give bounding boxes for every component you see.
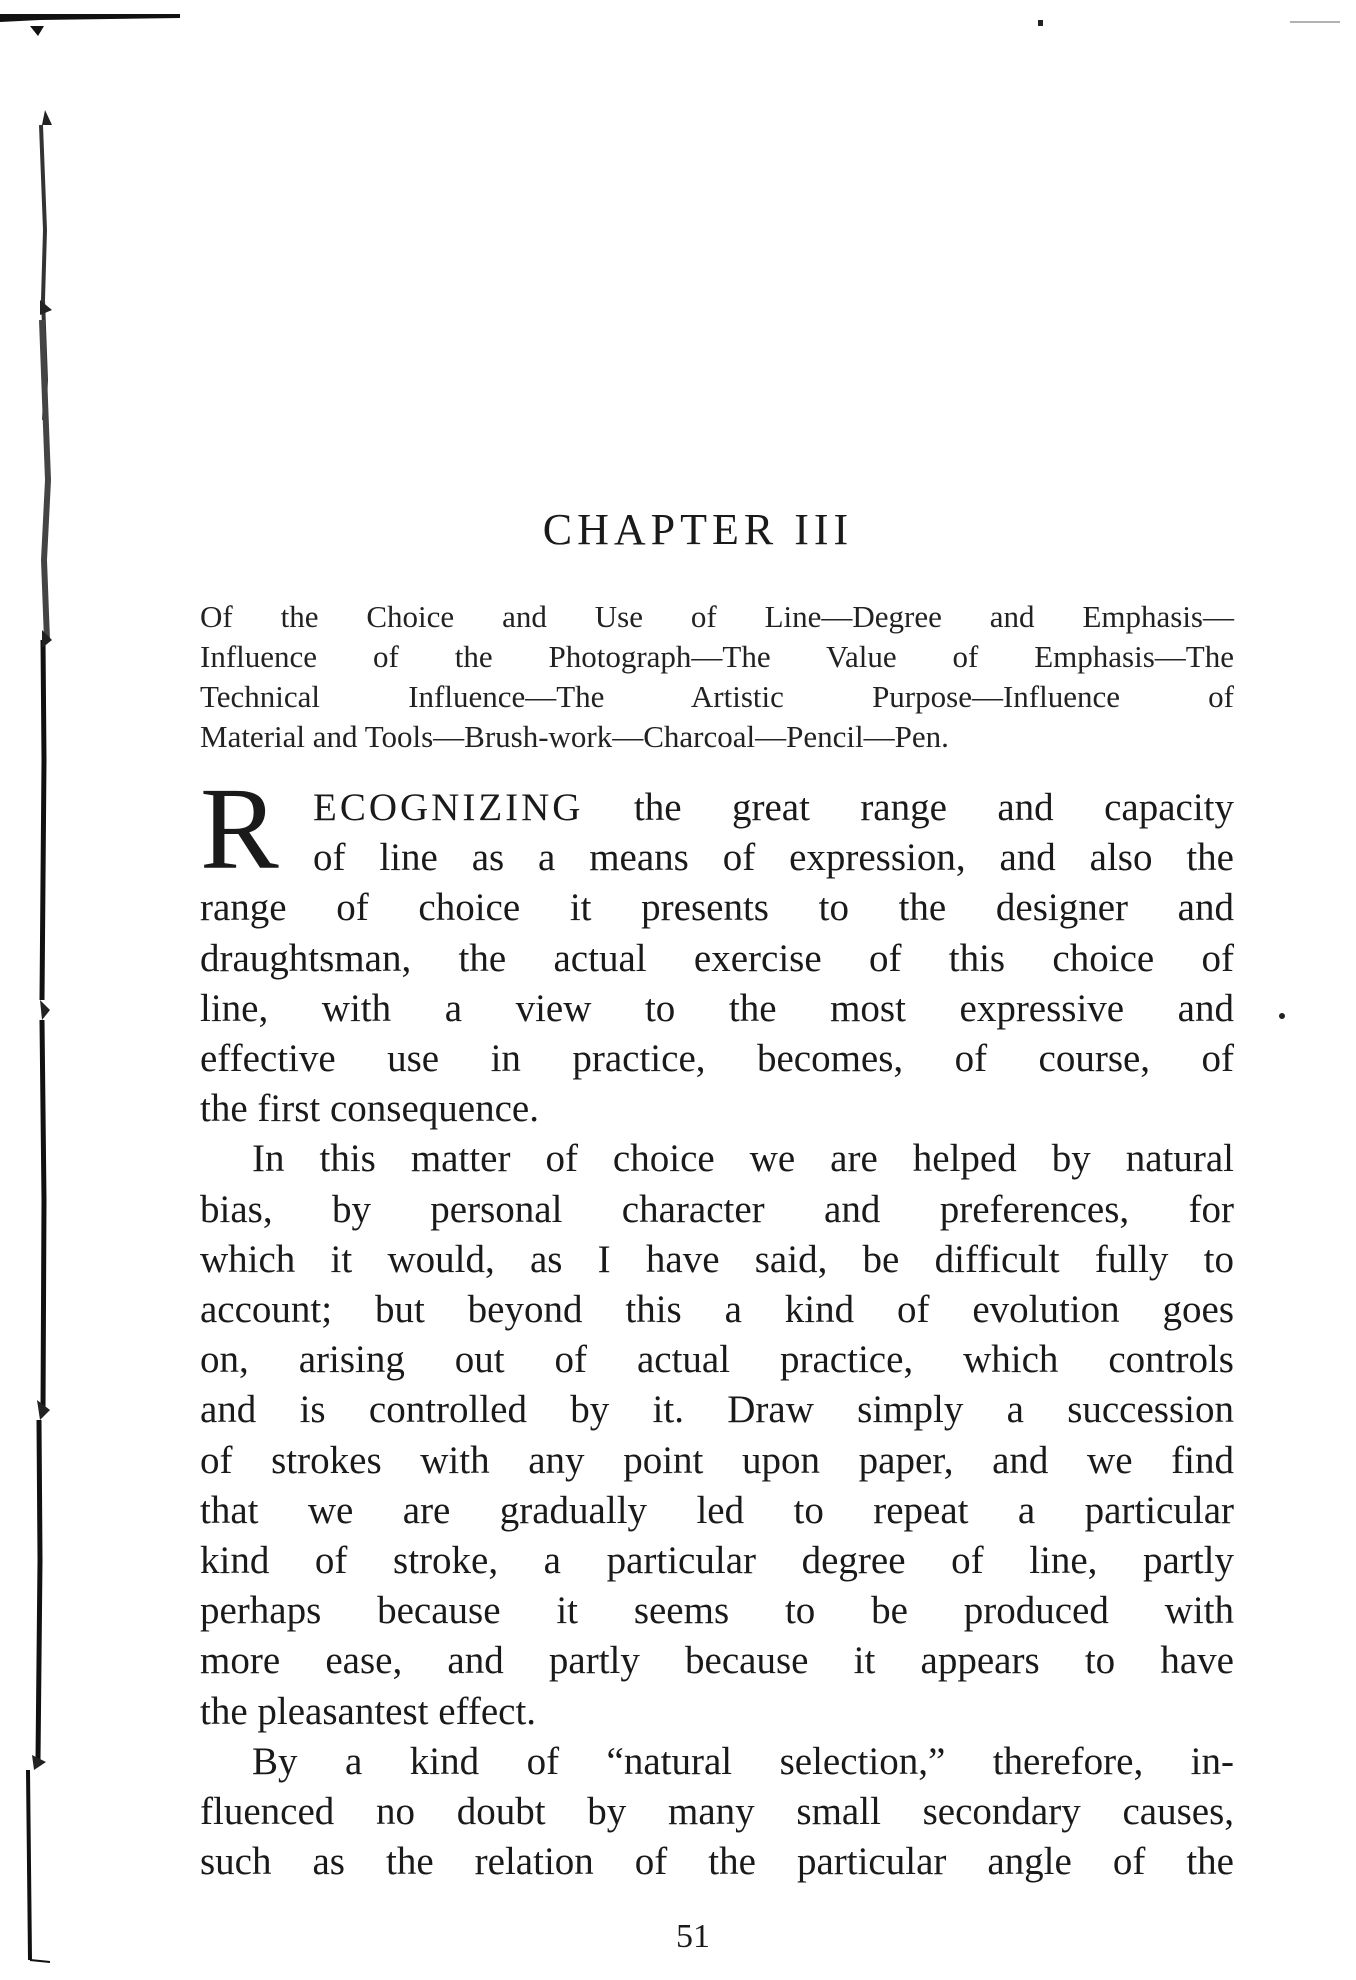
text-line: By a kind of “natural selection,” therefore, in- xyxy=(252,1739,1234,1783)
text-line: such as the relation of the particular angle of the xyxy=(200,1840,1234,1884)
chapter-summary xyxy=(200,597,1234,757)
chapter-title: CHAPTER III xyxy=(542,505,854,554)
text-line: of strokes with any point upon paper, and we find xyxy=(200,1438,1234,1482)
page-number: 51 xyxy=(676,1918,710,1955)
text-line: the pleasantest effect. xyxy=(200,1689,537,1733)
summary-line: Of the Choice and Use of Line—Degree and Emphasis— xyxy=(200,599,1234,634)
text-line: draughtsman, the actual exercise of this choice of xyxy=(200,936,1234,980)
text-line: effective use in practice, becomes, of course, of xyxy=(200,1037,1234,1081)
text-line: which it would, as I have said, be difficult fully to xyxy=(200,1237,1234,1281)
opening-small-caps: ECOGNIZING xyxy=(313,786,584,829)
text-line: on, arising out of actual practice, which controls xyxy=(200,1338,1234,1382)
summary-line: Material and Tools—Brush-work—Charcoal—Pencil—Pen. xyxy=(200,719,949,754)
text-line: fluenced no doubt by many small secondary causes, xyxy=(200,1790,1234,1834)
text-line: perhaps because it seems to be produced with xyxy=(200,1589,1234,1633)
text-line: bias, by personal character and preferences, for xyxy=(200,1187,1234,1231)
text-line: more ease, and partly because it appears to have xyxy=(200,1639,1234,1683)
text-line: the first consequence. xyxy=(200,1087,539,1131)
text-line: that we are gradually led to repeat a particular xyxy=(200,1488,1234,1532)
text-line: and is controlled by it. Draw simply a succession xyxy=(200,1388,1234,1432)
summary-line: Technical Influence—The Artistic Purpose—Influence of xyxy=(200,679,1234,714)
text-line xyxy=(200,783,1234,833)
drop-cap: R xyxy=(200,763,279,894)
text-line: In this matter of choice we are helped by natural xyxy=(252,1137,1234,1181)
body-text xyxy=(200,783,1234,1887)
summary-line: Influence of the Photograph—The Value of Emphasis—The xyxy=(200,639,1234,674)
text-line: line, with a view to the most expressive and xyxy=(200,986,1234,1030)
text-line: range of choice it presents to the designer and xyxy=(200,886,1234,930)
text-line: account; but beyond this a kind of evolution goes xyxy=(200,1288,1234,1332)
text-line: kind of stroke, a particular degree of line, partly xyxy=(200,1539,1234,1583)
text-line-rest: the great range and capacity xyxy=(583,786,1234,829)
text-line: of line as a means of expression, and also the xyxy=(313,836,1234,880)
